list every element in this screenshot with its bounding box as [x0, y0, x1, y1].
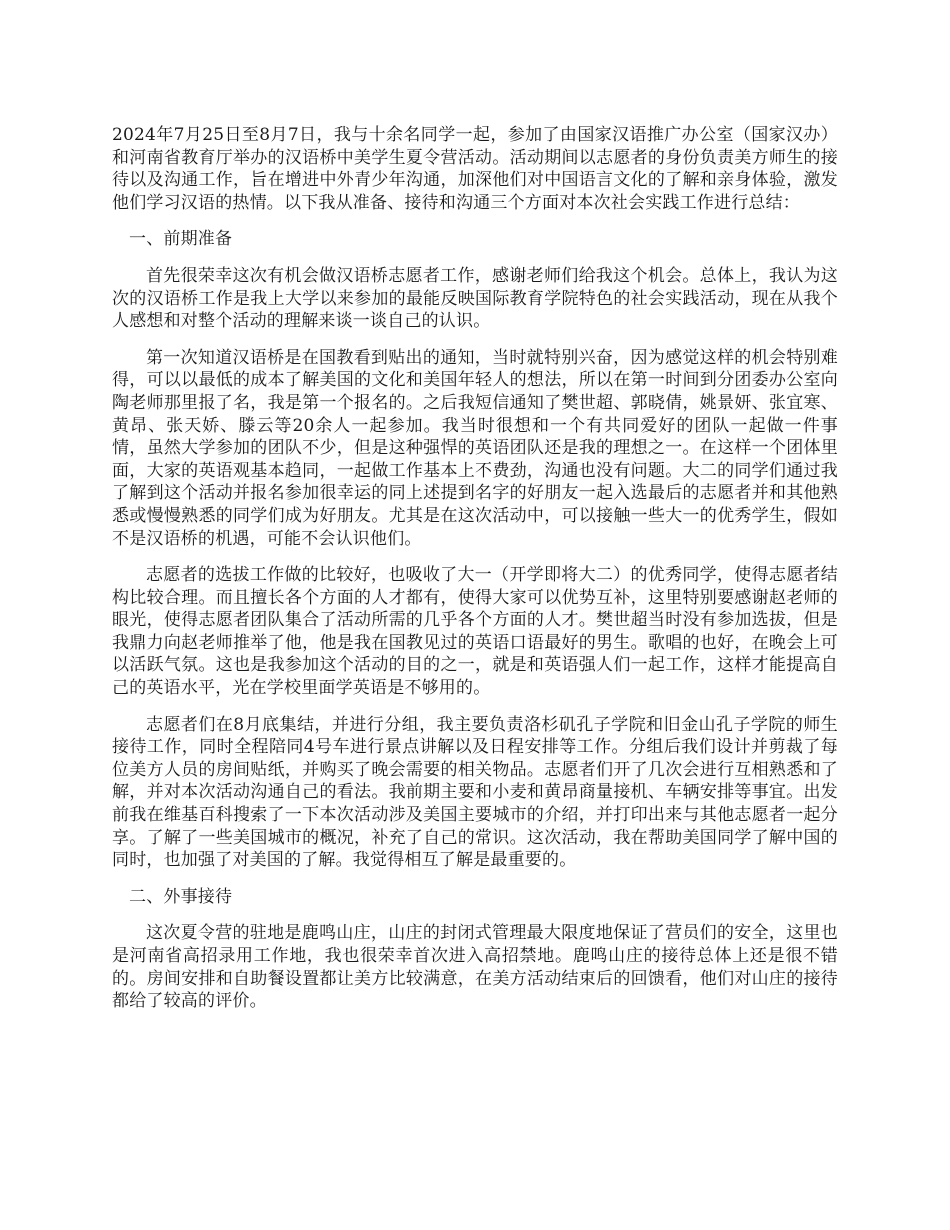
section-heading-preparation: 一、前期准备 [129, 229, 233, 250]
paragraph: 首先很荣幸这次有机会做汉语桥志愿者工作，感谢老师们给我这个机会。总体上，我认为这次的汉语桥工作是我上大学以来参加的最能反映国际教育学院特色的社会实践活动，现在从我个人感想和对整个活动的理解来谈一谈自己的认识。 [112, 265, 838, 332]
intro-paragraph: 2024年7月25日至8月7日，我与十余名同学一起，参加了由国家汉语推广办公室（国家汉办）和河南省教育厅举办的汉语桥中美学生夏令营活动。活动期间以志愿者的身份负责美方师生的接待以及沟通工作，旨在增进中外青少年沟通，加深他们对中国语言文化的了解和亲身体验，激发他们学习汉语的热情。以下我从准备、接待和沟通三个方面对本次社会实践工作进行总结： [112, 125, 838, 213]
paragraph: 志愿者的选拔工作做的比较好，也吸收了大一（开学即将大二）的优秀同学，使得志愿者结构比较合理。而且擅长各个方面的人才都有，使得大家可以优势互补，这里特别要感谢赵老师的眼光，使得志愿者团队集合了活动所需的几乎各个方面的人才。樊世超当时没有参加选拔，但是我鼎力向赵老师推举了他，他是我在国教见过的英语口语最好的男生。歌唱的也好，在晚会上可以活跃气氛。这也是我参加这个活动的目的之一，就是和英语强人们一起工作，这样才能提高自己的英语水平，光在学校里面学英语是不够用的。 [112, 565, 838, 699]
paragraph: 第一次知道汉语桥是在国教看到贴出的通知，当时就特别兴奋，因为感觉这样的机会特别难得，可以以最低的成本了解美国的文化和美国年轻人的想法，所以在第一时间到分团委办公室向陶老师那里报了名，我是第一个报名的。之后我短信通知了樊世超、郭晓倩，姚景妍、张宜寒、黄昂、张天娇、滕云等20余人一起参加。我当时很想和一个有共同爱好的团队一起做一件事情，虽然大学参加的团队不少，但是这种强悍的英语团队还是我的理想之一。在这样一个团体里面，大家的英语观基本趋同，一起做工作基本上不费劲，沟通也没有问题。大二的同学们通过我了解到这个活动并报名参加很幸运的同上述提到名字的好朋友一起入选最后的志愿者并和其他熟悉或慢慢熟悉的同学们成为好朋友。尤其是在这次活动中，可以接触一些大一的优秀学生，假如不是汉语桥的机遇，可能不会认识他们。 [112, 347, 838, 549]
paragraph: 志愿者们在8月底集结，并进行分组，我主要负责洛杉矶孔子学院和旧金山孔子学院的师生接待工作，同时全程陪同4号车进行景点讲解以及日程安排等工作。分组后我们设计并剪裁了每位美方人员的房间贴纸，并购买了晚会需要的相关物品。志愿者们开了几次会进行互相熟悉和了解，并对本次活动沟通自己的看法。我前期主要和小麦和黄昂商量接机、车辆安排等事宜。出发前我在维基百科搜索了一下本次活动涉及美国主要城市的介绍，并打印出来与其他志愿者一起分享。了解了一些美国城市的概况，补充了自己的常识。这次活动，我在帮助美国同学了解中国的同时，也加强了对美国的了解。我觉得相互了解是最重要的。 [112, 714, 838, 871]
section-heading-reception: 二、外事接待 [129, 886, 233, 907]
paragraph: 这次夏令营的驻地是鹿鸣山庄，山庄的封闭式管理最大限度地保证了营员们的安全，这里也是河南省高招录用工作地，我也很荣幸首次进入高招禁地。鹿鸣山庄的接待总体上还是很不错的。房间安排和自助餐设置都让美方比较满意，在美方活动结束后的回馈看，他们对山庄的接待都给了较高的评价。 [112, 923, 838, 1012]
document-body [112, 124, 838, 1027]
